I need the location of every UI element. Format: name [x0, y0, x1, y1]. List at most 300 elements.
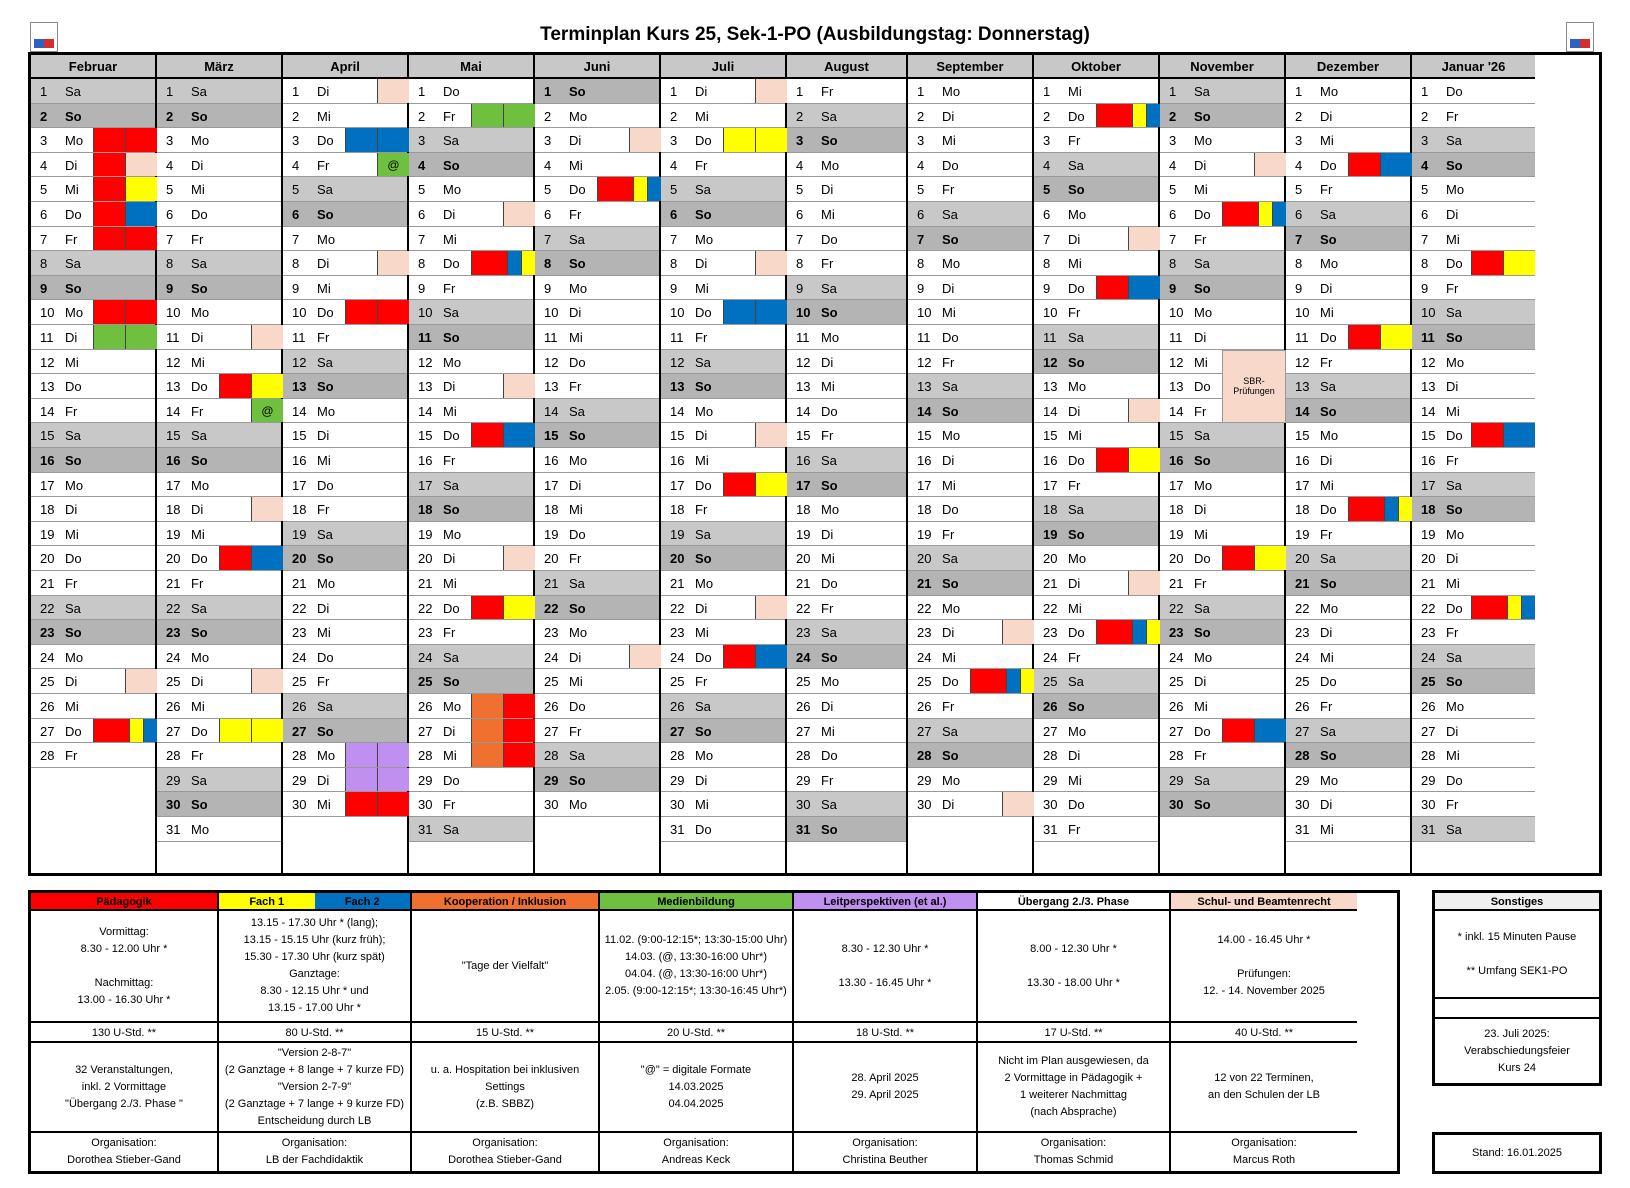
day-number: 14 [1169, 403, 1184, 419]
day-number: 13 [292, 379, 307, 395]
day-number: 23 [544, 625, 559, 641]
day-row [1412, 669, 1535, 694]
weekday: Do [191, 207, 208, 222]
day-row [31, 251, 155, 276]
day-number: 19 [40, 526, 55, 542]
weekday: Fr [1194, 576, 1207, 591]
weekday: Fr [443, 625, 456, 641]
event-marker [345, 768, 377, 792]
weekday: Fr [317, 330, 330, 345]
day-row [1160, 522, 1284, 547]
weekday: Fr [1320, 354, 1333, 370]
event-marker [503, 719, 535, 743]
weekday: So [1068, 699, 1085, 714]
day-row [31, 374, 155, 399]
event-marker [1254, 546, 1286, 570]
event-marker [629, 128, 661, 152]
weekday: Mi [1446, 576, 1460, 591]
weekday: Do [443, 600, 460, 616]
day-number: 12 [1043, 354, 1058, 370]
weekday: Mi [65, 699, 79, 714]
weekday: So [1446, 330, 1463, 345]
digital-marker: @ [251, 399, 283, 423]
day-number: 13 [166, 379, 181, 395]
event-marker [471, 104, 503, 128]
month-header: April [283, 55, 407, 79]
day-row [661, 79, 785, 104]
legend-header: Leitperspektiven (et al.) [794, 893, 976, 911]
weekday: So [1194, 108, 1211, 124]
day-number: 8 [292, 256, 300, 272]
weekday: Fr [1194, 403, 1207, 419]
month-header: Oktober [1034, 55, 1158, 79]
event-marker [755, 645, 787, 669]
day-number: 19 [418, 526, 433, 542]
weekday: So [443, 157, 460, 173]
weekday: So [821, 133, 838, 149]
event-marker [1380, 325, 1412, 349]
day-number: 18 [544, 502, 559, 518]
event-marker [471, 423, 503, 447]
day-row [1412, 571, 1535, 596]
day-number: 8 [1421, 256, 1429, 272]
weekday: Mi [1446, 231, 1460, 247]
day-number: 9 [40, 280, 48, 296]
day-number: 20 [544, 551, 559, 567]
weekday: So [1194, 453, 1211, 468]
day-number: 3 [1295, 133, 1303, 149]
day-number: 23 [1169, 625, 1184, 641]
day-row [787, 596, 906, 621]
weekday: Fr [942, 182, 955, 198]
weekday: Mo [1194, 305, 1213, 321]
day-number: 20 [166, 551, 181, 567]
day-number: 25 [418, 674, 433, 690]
weekday: Di [1194, 674, 1207, 690]
day-number: 2 [418, 108, 426, 124]
weekday: Mo [1446, 699, 1465, 714]
day-number: 7 [796, 231, 804, 247]
day-number: 19 [1169, 526, 1184, 542]
weekday: Fr [569, 723, 582, 739]
weekday: Mo [942, 84, 961, 99]
event-marker [125, 202, 157, 226]
day-number: 8 [670, 256, 678, 272]
day-number: 1 [40, 84, 48, 99]
day-number: 12 [418, 354, 433, 370]
day-number: 10 [1295, 305, 1310, 321]
weekday: Mo [569, 280, 588, 296]
day-row [31, 350, 155, 375]
day-row [409, 620, 533, 645]
event-marker [251, 669, 283, 693]
day-row [535, 645, 659, 670]
weekday: Di [569, 305, 582, 321]
day-number: 1 [1169, 84, 1177, 99]
day-row [283, 374, 407, 399]
event-marker [970, 669, 1006, 693]
weekday: Di [695, 772, 708, 788]
day-number: 12 [544, 354, 559, 370]
day-row [1034, 817, 1158, 842]
weekday: Do [443, 84, 460, 99]
legend-note: 32 Veranstaltungen, inkl. 2 Vormittage "Übergang 2./3. Phase " [31, 1043, 217, 1133]
day-row [661, 374, 785, 399]
weekday: Do [317, 305, 334, 321]
day-number: 24 [166, 649, 181, 665]
legend-header [219, 893, 410, 911]
weekday: Fr [1320, 182, 1333, 198]
day-number: 26 [166, 699, 181, 714]
day-row [1160, 448, 1284, 473]
day-number: 15 [917, 428, 932, 444]
weekday: Mi [65, 526, 79, 542]
day-number: 18 [1043, 502, 1058, 518]
weekday: Di [65, 674, 78, 690]
weekday: Mi [443, 748, 457, 764]
day-row [1160, 251, 1284, 276]
weekday: Mo [191, 133, 210, 149]
weekday: Di [443, 723, 456, 739]
day-number: 26 [1295, 699, 1310, 714]
day-row [283, 596, 407, 621]
event-marker [1507, 596, 1521, 620]
legend-org: Organisation: LB der Fachdidaktik [265, 1137, 364, 1166]
day-row [1412, 202, 1535, 227]
day-row [1034, 325, 1158, 350]
day-number: 6 [166, 207, 174, 222]
day-row [157, 669, 281, 694]
weekday: Mi [191, 354, 205, 370]
day-number: 5 [544, 182, 552, 198]
day-row [1286, 719, 1410, 744]
day-number: 11 [418, 330, 432, 345]
weekday: Di [65, 157, 78, 173]
day-number: 25 [796, 674, 811, 690]
weekday: Mi [569, 157, 583, 173]
day-row [1412, 546, 1535, 571]
weekday: Mo [1194, 477, 1213, 493]
event-marker [1348, 153, 1380, 177]
weekday: Mi [1194, 182, 1208, 198]
day-row [31, 325, 155, 350]
day-number: 23 [418, 625, 433, 641]
legend-column [219, 893, 412, 1171]
day-number: 5 [1043, 182, 1051, 198]
weekday: Mi [1068, 772, 1082, 788]
day-row [1286, 571, 1410, 596]
day-row [908, 645, 1032, 670]
day-number: 29 [292, 772, 307, 788]
day-row [1034, 153, 1158, 178]
day-row [1160, 128, 1284, 153]
weekday: Do [1194, 207, 1211, 222]
weekday: Mi [191, 182, 205, 198]
weekday: Mo [569, 625, 588, 641]
day-number: 5 [1421, 182, 1429, 198]
day-row [661, 768, 785, 793]
day-number: 21 [796, 576, 811, 591]
day-row [157, 817, 281, 842]
day-row [283, 694, 407, 719]
day-number: 7 [1295, 231, 1303, 247]
event-marker [503, 202, 535, 226]
day-row [787, 645, 906, 670]
weekday: So [191, 797, 208, 813]
day-number: 30 [292, 797, 307, 813]
weekday: Fr [1068, 649, 1081, 665]
day-row [1286, 645, 1410, 670]
day-row [908, 227, 1032, 252]
weekday: Fr [695, 674, 708, 690]
weekday: Di [191, 330, 204, 345]
day-number: 24 [544, 649, 559, 665]
day-number: 17 [544, 477, 559, 493]
weekday: Fr [443, 797, 456, 813]
day-row [908, 177, 1032, 202]
day-row [1034, 374, 1158, 399]
day-row [908, 743, 1032, 768]
weekday: Mo [443, 182, 462, 198]
day-row [31, 79, 155, 104]
day-number: 20 [796, 551, 811, 567]
day-row [1160, 325, 1284, 350]
day-row [1160, 276, 1284, 301]
event-marker [1222, 546, 1254, 570]
weekday: Mo [65, 305, 84, 321]
event-marker [647, 177, 661, 201]
day-row [409, 448, 533, 473]
day-row [283, 251, 407, 276]
day-number: 14 [917, 403, 932, 419]
day-number: 20 [1421, 551, 1436, 567]
day-number: 13 [544, 379, 559, 395]
day-row [661, 300, 785, 325]
day-row [787, 79, 906, 104]
day-number: 18 [418, 502, 433, 518]
day-row [787, 227, 906, 252]
day-row [157, 202, 281, 227]
day-number: 16 [796, 453, 811, 468]
weekday: Mi [695, 280, 709, 296]
day-row [1160, 227, 1284, 252]
weekday: Mo [317, 403, 336, 419]
day-number: 21 [1043, 576, 1058, 591]
day-number: 17 [166, 477, 181, 493]
day-row [661, 177, 785, 202]
day-row [1412, 104, 1535, 129]
day-row [908, 325, 1032, 350]
day-row [283, 300, 407, 325]
day-number: 9 [166, 280, 174, 296]
day-row [661, 473, 785, 498]
day-number: 27 [1421, 723, 1436, 739]
weekday: Do [65, 723, 82, 739]
month-column [409, 55, 535, 873]
day-row [787, 669, 906, 694]
day-row [1412, 620, 1535, 645]
day-number: 28 [418, 748, 433, 764]
weekday: Fr [695, 157, 708, 173]
day-number: 13 [796, 379, 811, 395]
day-row [535, 473, 659, 498]
weekday: Mo [1320, 600, 1339, 616]
weekday: Sa [1446, 477, 1462, 493]
weekday: Di [821, 526, 834, 542]
day-row [787, 276, 906, 301]
day-row [1160, 620, 1284, 645]
day-row [1412, 596, 1535, 621]
day-row [409, 423, 533, 448]
day-row [908, 448, 1032, 473]
calendar-grid [28, 52, 1602, 876]
legend-note: u. a. Hospitation bei inklusiven Settings (z.B. SBBZ) [412, 1043, 598, 1133]
day-number: 21 [40, 576, 55, 591]
day-row [661, 694, 785, 719]
day-number: 25 [917, 674, 932, 690]
day-number: 2 [917, 108, 925, 124]
weekday: Sa [1446, 822, 1462, 837]
day-number: 3 [418, 133, 426, 149]
day-row [1160, 694, 1284, 719]
weekday: Sa [569, 231, 585, 247]
event-marker [93, 719, 129, 743]
day-number: 3 [796, 133, 804, 149]
day-row [787, 325, 906, 350]
weekday: Di [942, 625, 955, 641]
day-row [1286, 473, 1410, 498]
weekday: Di [821, 354, 834, 370]
weekday: Mo [317, 748, 336, 764]
day-row [1412, 227, 1535, 252]
weekday: Mo [695, 748, 714, 764]
day-number: 20 [292, 551, 307, 567]
weekday: Sa [569, 576, 585, 591]
legend-time: Vormittag: 8.30 - 12.00 Uhr * Nachmittag: 13.00 - 16.30 Uhr * [31, 911, 217, 1023]
weekday: Mi [695, 625, 709, 641]
day-row [31, 596, 155, 621]
day-number: 27 [418, 723, 433, 739]
day-row [157, 792, 281, 817]
weekday: Fr [443, 280, 456, 296]
event-marker [1254, 719, 1286, 743]
weekday: Sa [65, 84, 81, 99]
day-number: 12 [1169, 354, 1184, 370]
weekday: So [443, 674, 460, 690]
day-row [1412, 374, 1535, 399]
day-number: 25 [670, 674, 685, 690]
day-number: 15 [544, 428, 559, 444]
day-number: 6 [1295, 207, 1303, 222]
weekday: Fr [317, 674, 330, 690]
day-row [31, 743, 155, 768]
weekday: So [1068, 354, 1085, 370]
day-number: 21 [670, 576, 685, 591]
day-row [787, 546, 906, 571]
day-number: 1 [1043, 84, 1051, 99]
day-row [1034, 202, 1158, 227]
weekday: So [1068, 526, 1085, 542]
weekday: Di [695, 256, 708, 272]
weekday: Do [443, 428, 460, 444]
day-row [409, 227, 533, 252]
event-marker [125, 300, 157, 324]
event-marker [219, 719, 251, 743]
day-row [409, 817, 533, 842]
day-row [1286, 350, 1410, 375]
day-row [409, 325, 533, 350]
day-row [1412, 694, 1535, 719]
day-number: 30 [418, 797, 433, 813]
day-number: 3 [544, 133, 552, 149]
day-row [535, 497, 659, 522]
month-column [787, 55, 908, 873]
weekday: Do [695, 822, 712, 837]
day-number: 2 [1295, 108, 1303, 124]
day-row [1412, 300, 1535, 325]
day-number: 4 [544, 157, 552, 173]
day-number: 28 [1169, 748, 1184, 764]
weekday: So [569, 772, 586, 788]
day-number: 20 [40, 551, 55, 567]
weekday: Mo [443, 526, 462, 542]
day-row [157, 350, 281, 375]
weekday: Fr [191, 403, 204, 419]
weekday: Di [443, 379, 456, 395]
weekday: Mo [1068, 379, 1087, 395]
other-notes: * inkl. 15 Minuten Pause ** Umfang SEK1-PO [1435, 911, 1599, 999]
day-number: 26 [544, 699, 559, 714]
weekday: Sa [1320, 207, 1336, 222]
day-row [787, 768, 906, 793]
day-row [787, 423, 906, 448]
weekday: Sa [65, 256, 81, 272]
legend-org: Organisation: Christina Beuther [842, 1137, 928, 1166]
day-number: 24 [40, 649, 55, 665]
event-marker [629, 645, 661, 669]
weekday: Mi [65, 354, 79, 370]
day-row [787, 399, 906, 424]
day-number: 19 [292, 526, 307, 542]
weekday: Sa [942, 723, 958, 739]
day-row [409, 768, 533, 793]
legend-header: Pädagogik [31, 893, 217, 911]
day-number: 25 [40, 674, 55, 690]
weekday: Fr [1320, 699, 1333, 714]
day-number: 1 [292, 84, 300, 99]
weekday: Mo [1068, 207, 1087, 222]
weekday: Mi [317, 108, 331, 124]
day-row [409, 202, 533, 227]
day-row [787, 202, 906, 227]
day-row [787, 104, 906, 129]
day-number: 10 [418, 305, 433, 321]
weekday: Fr [569, 379, 582, 395]
day-row [1034, 596, 1158, 621]
weekday: Mi [821, 723, 835, 739]
event-marker [93, 153, 125, 177]
weekday: Do [942, 157, 959, 173]
weekday: Sa [942, 207, 958, 222]
day-row [1034, 350, 1158, 375]
day-row [409, 792, 533, 817]
day-number: 8 [1169, 256, 1177, 272]
weekday: Sa [443, 305, 459, 321]
weekday: Mo [191, 822, 210, 837]
day-row [157, 128, 281, 153]
day-number: 8 [1043, 256, 1051, 272]
day-number: 30 [544, 797, 559, 813]
